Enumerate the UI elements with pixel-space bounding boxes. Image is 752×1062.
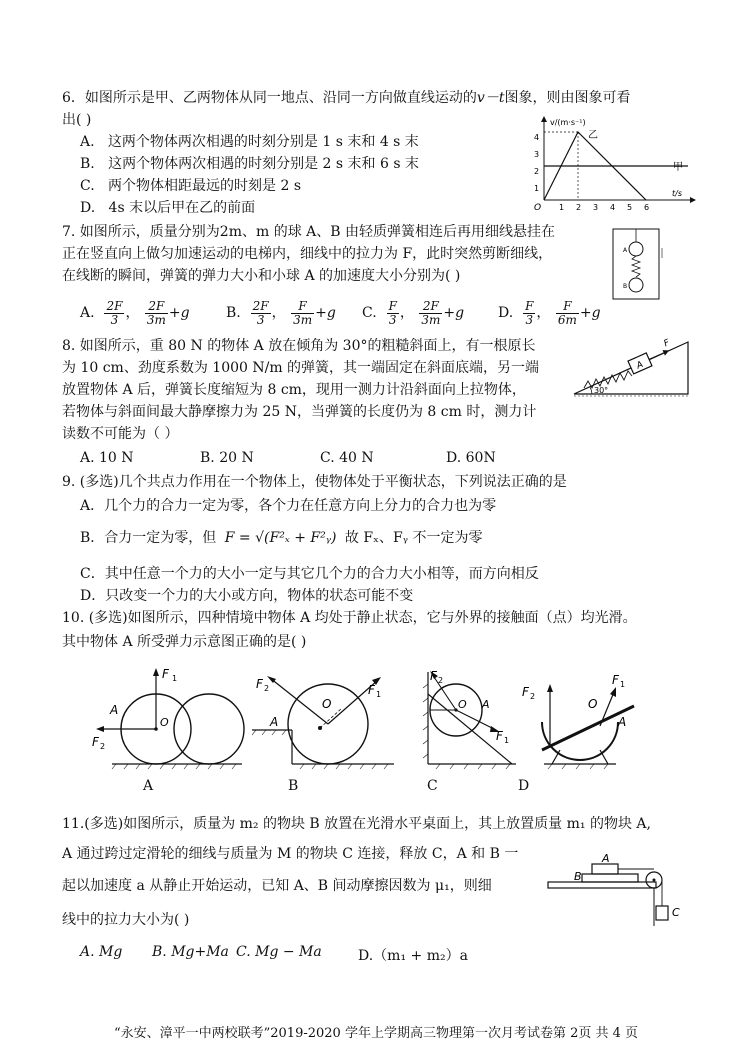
q8-incline-figure: [570, 338, 692, 400]
q8-stem-line2: 为 10 cm、劲度系数为 1000 N/m 的弹簧，其一端固定在斜面底端，另一端: [62, 360, 540, 376]
q10-diagram-c: [412, 664, 522, 776]
q10d-bowl: [542, 722, 618, 760]
q7-fig-label-a: A: [623, 247, 628, 254]
q10b-label-a: A: [270, 715, 279, 729]
q10-diagram-a: [86, 664, 246, 776]
q11-stem-line1: 11.(多选)如图所示，质量为 m₂ 的物块 B 放置在光滑水平桌面上，其上放置质量 m₁ 的物块 A,: [62, 816, 651, 832]
q8-option-b: B. 20 N: [200, 450, 254, 466]
q8-fig-label-a: A: [635, 359, 645, 372]
q7-option-c: C. $\frac{F}{3}$ ， $\frac{2F}{3m}$ +g: [362, 298, 465, 327]
svg-text:2: 2: [530, 692, 536, 701]
q7-ball-b: [629, 278, 643, 292]
q10c-label-f2: F: [430, 669, 437, 683]
q10d-label-f1: F: [612, 673, 619, 687]
q8-option-c: C. 40 N: [320, 450, 374, 466]
q8-stem-line5: 读数不可能为（ ）: [62, 426, 179, 442]
q7-fig-label-b: B: [623, 283, 628, 290]
q11-option-d: D.（m₁ + m₂）a: [358, 948, 468, 964]
q6-graph-xtick: 1: [559, 203, 565, 212]
q10c-label-o: O: [458, 698, 467, 711]
q10b-label-o: O: [322, 697, 332, 711]
q10-caption-c: C: [427, 778, 438, 794]
q10d-label-a: A: [618, 715, 627, 729]
q6-graph-xtick: 3: [593, 203, 599, 212]
page-footer: “永安、漳平一中两校联考”2019-2020 学年上学期高三物理第一次月考试卷第 2页 共 4 页: [113, 1026, 639, 1041]
q6-vt-graph: [530, 114, 700, 212]
q11-stem-line4: 线中的拉力大小为( ): [62, 912, 190, 928]
q8-stem-line3: 放置物体 A 后，弹簧长度缩短为 8 cm，现用一测力计沿斜面向上拉物体，: [62, 382, 526, 398]
q6-graph-label-yi: 乙: [588, 130, 598, 141]
q11-block-c: [656, 906, 668, 920]
q9-stem: 9. (多选)几个共点力作用在一个物体上，使物体处于平衡状态，下列说法正确的是: [62, 474, 567, 490]
q11-fig-label-a: A: [602, 852, 610, 865]
q10d-label-o: O: [588, 697, 598, 711]
q6-graph-origin: O: [534, 203, 542, 213]
q10-diagram-d: [516, 664, 648, 776]
q9-option-b: B．合力一定为零，但 F = √(F²ₓ + F²ᵧ) 故 Fₓ、Fᵧ 不一定为零: [80, 530, 483, 546]
q6-option-c: C. 两个物体相距最远的时刻是 2 s: [80, 178, 302, 194]
q10c-label-f1: F: [496, 729, 503, 743]
q6-graph-ytick: 3: [534, 150, 540, 159]
q7-ball-a: [629, 242, 643, 256]
q10a-label-a: A: [110, 703, 119, 717]
q8-stem-line1: 8. 如图所示，重 80 N 的物体 A 放在倾角为 30°的粗糙斜面上，有一根原长: [62, 338, 536, 354]
q9-option-a: A．几个力的合力一定为零，各个力在任意方向上分力的合力也为零: [80, 498, 497, 514]
q8-option-a: A. 10 N: [80, 450, 134, 466]
q10a-label-o: O: [160, 716, 169, 729]
q7-spring: [632, 256, 640, 277]
q11-pulley-figure: [546, 850, 686, 926]
q11-option-c: C. Mg − Ma: [236, 944, 322, 960]
q11-fig-label-c: C: [672, 906, 680, 919]
q6-graph-ytick: 1: [534, 184, 540, 193]
q10b-label-f1: F: [368, 683, 375, 697]
q11-stem-line2: A 通过跨过定滑轮的细线与质量为 M 的物块 C 连接，释放 C，A 和 B 一: [62, 846, 519, 862]
q9-formula: F = √(F²ₓ + F²ᵧ): [224, 530, 337, 546]
q10-diagram-b: [248, 664, 398, 776]
q10a-label-f1: F: [162, 667, 169, 681]
q7-option-b: B. $\frac{2F}{3}$ ， $\frac{F}{3m}$ +g: [226, 298, 336, 327]
q6-graph-xtick: 6: [644, 203, 650, 212]
q11-stem-line3: 起以加速度 a 从静止开始运动，已知 A、B 间动摩擦因数为 μ₁，则细: [62, 878, 492, 894]
q7-stem-line3: 在线断的瞬间，弹簧的弹力大小和小球 A 的加速度大小分别为( ): [62, 268, 461, 284]
q6-option-b: B. 这两个物体两次相遇的时刻分别是 2 s 末和 6 s 末: [80, 156, 419, 172]
q11-fig-label-b: B: [574, 870, 582, 883]
q7-option-d: D. $\frac{F}{3}$ ， $\frac{F}{6m}$ +g: [498, 298, 601, 327]
q10a-label-f2: F: [92, 735, 99, 749]
q9-option-c: C．其中任意一个力的大小一定与其它几个力的合力大小相等，而方向相反: [80, 566, 539, 582]
q6-graph-ytick: 4: [534, 133, 540, 142]
q6-graph-ytick: 2: [534, 167, 540, 176]
svg-text:2: 2: [264, 684, 270, 693]
q10c-label-a: A: [482, 698, 490, 711]
q8-fig-label-f: F: [662, 338, 672, 350]
q6-option-d: D. 4s 末以后甲在乙的前面: [80, 200, 256, 216]
q6-graph-label-jia: 甲: [673, 162, 683, 173]
q6-stem-line2: 出( ): [62, 112, 92, 128]
svg-text:1: 1: [504, 736, 510, 745]
q9-option-d: D．只改变一个力的大小或方向，物体的状态可能不变: [80, 588, 414, 604]
q8-fig-angle: 30°: [594, 386, 609, 395]
q11-block-a: [592, 864, 618, 874]
q11-option-b: B. Mg+Ma: [152, 944, 229, 960]
q10d-label-f2: F: [522, 685, 529, 699]
q6-option-a: A. 这两个物体两次相遇的时刻分别是 1 s 末和 4 s 末: [80, 134, 419, 150]
svg-text:2: 2: [438, 676, 444, 685]
svg-text:1: 1: [620, 680, 626, 689]
q10b-label-f2: F: [256, 677, 263, 691]
svg-text:1: 1: [172, 674, 178, 683]
q7-stem-line1: 7. 如图所示，质量分别为2m、m 的球 A、B 由轻质弹簧相连后再用细线悬挂在: [62, 224, 556, 240]
q10-caption-a: A: [143, 778, 154, 794]
q7-elevator-figure: [612, 228, 662, 302]
svg-text:1: 1: [376, 690, 382, 699]
q8-option-d: D. 60N: [446, 450, 496, 466]
q11-table: [548, 882, 656, 888]
q11-option-a: A. Mg: [80, 944, 123, 960]
q10-caption-b: B: [288, 778, 299, 794]
q11-block-b: [582, 874, 638, 882]
q6-graph-xunit: t/s: [672, 189, 682, 198]
q6-stem-line1: 6．如图所示是甲、乙两物体从同一地点、沿同一方向做直线运动的v－t图象，则由图象可看: [62, 90, 631, 106]
q6-graph-yunit: v/(m·s⁻¹): [550, 118, 586, 127]
q6-graph-xtick: 5: [627, 203, 633, 212]
q10-stem-line1: 10. (多选)如图所示，四种情境中物体 A 均处于静止状态，它与外界的接触面（点）均光滑。: [62, 610, 637, 626]
q10-stem-line2: 其中物体 A 所受弹力示意图正确的是( ): [62, 634, 307, 650]
q7-option-a: A. $\frac{2F}{3}$ ， $\frac{2F}{3m}$ +g: [80, 298, 190, 327]
q6-graph-xtick: 2: [576, 203, 582, 212]
q8-stem-line4: 若物体与斜面间最大静摩擦力为 25 N，当弹簧的长度仍为 8 cm 时，测力计: [62, 404, 537, 420]
q6-graph-xtick: 4: [610, 203, 616, 212]
q10-caption-d: D: [518, 778, 530, 794]
q7-stem-line2: 正在竖直向上做匀加速运动的电梯内，细线中的拉力为 F，此时突然剪断细线，: [62, 246, 553, 262]
svg-text:2: 2: [100, 742, 106, 751]
